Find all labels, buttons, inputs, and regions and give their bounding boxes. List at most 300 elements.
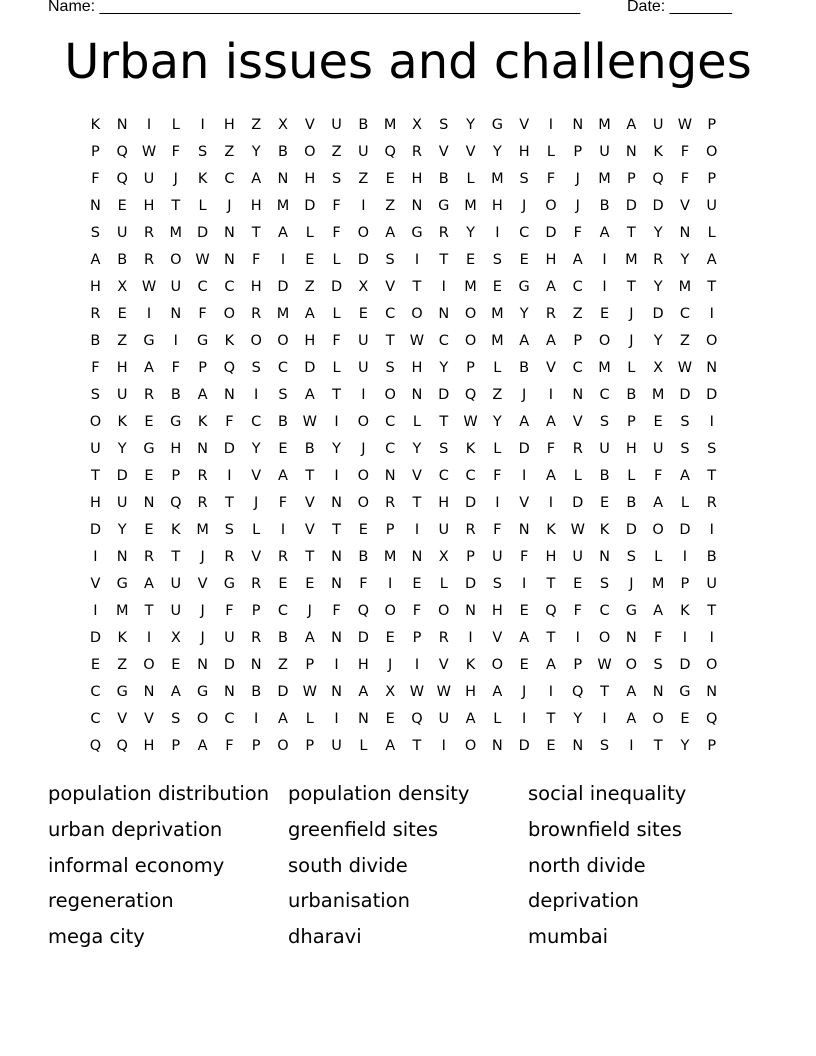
grid-cell: S [331, 171, 342, 187]
grid-cell: A [385, 225, 396, 241]
grid-cell: I [334, 657, 339, 673]
grid-cell: T [305, 549, 315, 565]
grid-cell: F [171, 360, 180, 376]
grid-cell: V [679, 198, 690, 214]
grid-cell: J [227, 198, 232, 214]
grid-cell: N [223, 684, 235, 700]
grid-cell: R [653, 252, 664, 268]
grid-cell: A [197, 738, 208, 754]
grid-cell: O [464, 306, 477, 322]
grid-cell: H [116, 360, 128, 376]
grid-cell: T [332, 387, 341, 403]
grid-cell: Y [653, 333, 663, 349]
grid-cell: U [358, 333, 369, 349]
grid-cell: U [599, 144, 610, 160]
grid-cell: O [598, 333, 611, 349]
grid-cell: R [143, 252, 155, 268]
grid-cell: N [518, 522, 530, 538]
grid-cell: K [117, 630, 127, 646]
grid-cell: D [572, 495, 584, 511]
grid-cell: B [251, 684, 262, 700]
grid-cell: N [465, 603, 476, 619]
grid-cell: W [677, 117, 693, 133]
grid-cell: H [625, 441, 637, 457]
grid-cell: C [519, 225, 530, 241]
grid-cell: D [518, 738, 530, 754]
grid-cell: Z [304, 279, 315, 295]
grid-cell: Q [223, 360, 236, 376]
grid-cell: P [251, 603, 261, 619]
grid-cell: A [144, 360, 154, 376]
grid-cell: S [251, 360, 261, 376]
grid-cell: P [707, 738, 717, 754]
grid-cell: I [522, 711, 527, 727]
grid-cell: E [653, 414, 663, 430]
word-list-item: dharavi [288, 925, 362, 949]
grid-cell: O [438, 603, 450, 619]
grid-cell: R [143, 387, 155, 403]
grid-cell: I [93, 603, 98, 619]
word-list [48, 779, 768, 958]
word-list-item: brownfield sites [528, 817, 682, 841]
grid-cell: O [706, 657, 718, 673]
grid-cell: X [653, 360, 664, 376]
grid-cell: P [305, 738, 315, 754]
grid-cell: J [629, 306, 634, 322]
grid-cell: W [570, 522, 585, 538]
grid-cell: F [680, 171, 690, 187]
grid-cell: G [143, 441, 155, 457]
grid-cell: Q [170, 495, 182, 511]
grid-cell: U [706, 576, 718, 592]
name-field[interactable]: Name: ______________________________________________________ [48, 0, 581, 15]
grid-cell: K [117, 414, 127, 430]
grid-cell: K [197, 414, 208, 430]
grid-cell: E [465, 252, 476, 268]
grid-cell: B [626, 387, 637, 403]
grid-cell: R [251, 630, 262, 646]
grid-cell: N [572, 387, 584, 403]
grid-cell: Y [439, 360, 449, 376]
grid-cell: O [223, 306, 236, 322]
grid-cell: O [706, 333, 718, 349]
word-list-item: urbanisation [288, 889, 410, 913]
grid-cell: B [358, 117, 369, 133]
grid-cell: D [330, 279, 343, 295]
grid-cell: Z [572, 306, 583, 322]
grid-cell: N [625, 630, 637, 646]
grid-cell: U [170, 576, 182, 592]
grid-cell: D [197, 225, 209, 241]
grid-cell: E [305, 576, 315, 592]
grid-cell: Q [357, 603, 370, 619]
grid-cell: H [304, 333, 316, 349]
date-field[interactable]: Date: _______ [627, 0, 732, 15]
grid-cell: F [91, 360, 100, 376]
grid-cell: E [599, 306, 610, 322]
grid-cell: H [89, 495, 101, 511]
grid-cell: R [251, 576, 262, 592]
grid-cell: I [254, 387, 259, 403]
grid-cell: Q [116, 144, 128, 160]
grid-cell: P [305, 657, 315, 673]
grid-cell: Z [278, 657, 288, 673]
grid-cell: P [707, 171, 717, 187]
grid-cell: N [438, 306, 450, 322]
grid-cell: A [653, 603, 664, 619]
grid-cell: I [361, 387, 366, 403]
grid-cell: Z [117, 333, 128, 349]
grid-cell: K [465, 657, 476, 673]
grid-cell: C [438, 468, 449, 484]
grid-cell: S [278, 387, 288, 403]
grid-cell: U [438, 522, 450, 538]
grid-cell: Z [331, 144, 342, 160]
grid-cell: S [197, 144, 208, 160]
grid-cell: L [198, 198, 207, 214]
grid-cell: W [302, 414, 317, 430]
word-list-item: south divide [288, 853, 408, 877]
grid-cell: M [491, 171, 504, 187]
grid-cell: W [141, 144, 157, 160]
grid-cell: P [573, 333, 583, 349]
grid-cell: E [492, 279, 502, 295]
grid-cell: C [224, 711, 235, 727]
grid-cell: J [629, 333, 634, 349]
grid-cell: E [412, 576, 422, 592]
grid-cell: T [412, 279, 422, 295]
grid-cell: D [625, 522, 637, 538]
grid-cell: K [224, 333, 235, 349]
grid-cell: J [307, 603, 312, 619]
grid-cell: S [90, 225, 100, 241]
grid-cell: A [170, 684, 181, 700]
grid-cell: Z [117, 657, 128, 673]
grid-cell: K [171, 522, 181, 538]
grid-cell: U [599, 441, 610, 457]
grid-cell: V [197, 576, 208, 592]
grid-cell: C [251, 414, 262, 430]
grid-cell: S [519, 171, 529, 187]
grid-cell: E [90, 657, 100, 673]
grid-cell: M [276, 198, 290, 214]
grid-cell: Q [652, 171, 664, 187]
grid-cell: N [706, 684, 718, 700]
grid-cell: M [651, 576, 665, 592]
grid-cell: M [491, 306, 504, 322]
grid-cell: Y [680, 738, 690, 754]
grid-cell: R [197, 468, 208, 484]
grid-cell: I [227, 468, 232, 484]
grid-cell: O [277, 333, 289, 349]
grid-cell: J [200, 549, 205, 565]
grid-cell: D [357, 630, 369, 646]
grid-cell: N [331, 495, 342, 511]
grid-cell: A [304, 630, 315, 646]
grid-cell: H [250, 198, 262, 214]
grid-cell: D [679, 522, 691, 538]
grid-cell: N [572, 117, 584, 133]
grid-cell: F [359, 576, 368, 592]
grid-cell: C [438, 333, 449, 349]
grid-cell: F [332, 603, 341, 619]
grid-cell: F [680, 144, 690, 160]
grid-cell: S [90, 387, 100, 403]
grid-cell: T [707, 603, 717, 619]
grid-cell: O [357, 414, 370, 430]
grid-cell: Y [492, 144, 502, 160]
grid-cell: T [224, 495, 234, 511]
grid-cell: T [90, 468, 100, 484]
grid-cell: J [522, 684, 527, 700]
grid-cell: Z [679, 333, 690, 349]
grid-cell: S [492, 252, 502, 268]
grid-cell: C [679, 306, 690, 322]
grid-cell: D [304, 198, 316, 214]
grid-cell: C [465, 468, 476, 484]
grid-cell: C [90, 711, 101, 727]
grid-cell: I [495, 495, 500, 511]
grid-cell: O [464, 333, 477, 349]
grid-cell: S [680, 414, 690, 430]
grid-cell: H [223, 117, 235, 133]
grid-cell: E [144, 414, 154, 430]
grid-cell: X [278, 117, 288, 133]
word-list-item: urban deprivation [48, 817, 223, 841]
grid-cell: A [385, 738, 396, 754]
grid-cell: H [465, 684, 476, 700]
grid-cell: V [519, 495, 530, 511]
grid-cell: D [438, 387, 450, 403]
grid-cell: G [196, 333, 209, 349]
grid-cell: S [385, 252, 395, 268]
grid-cell: O [196, 711, 209, 727]
grid-cell: I [334, 414, 339, 430]
grid-cell: N [411, 549, 423, 565]
grid-cell: F [225, 603, 234, 619]
grid-cell: X [117, 279, 128, 295]
grid-cell: H [438, 495, 450, 511]
grid-cell: F [519, 549, 529, 565]
grid-cell: Y [117, 522, 127, 538]
grid-cell: D [679, 657, 691, 673]
grid-cell: X [385, 684, 396, 700]
grid-cell: S [439, 441, 449, 457]
grid-cell: N [116, 549, 128, 565]
grid-cell: A [278, 225, 288, 241]
grid-cell: T [707, 279, 717, 295]
grid-cell: D [277, 684, 289, 700]
grid-cell: V [304, 117, 315, 133]
grid-cell: X [438, 549, 449, 565]
word-list-item: mega city [48, 925, 145, 949]
grid-cell: P [466, 549, 475, 565]
grid-cell: O [384, 387, 396, 403]
grid-cell: A [545, 279, 556, 295]
grid-cell: E [278, 441, 288, 457]
grid-cell: Y [251, 144, 261, 160]
grid-cell: H [411, 360, 423, 376]
grid-cell: E [385, 630, 395, 646]
grid-cell: N [170, 306, 182, 322]
grid-cell: B [358, 549, 369, 565]
grid-cell: U [170, 603, 182, 619]
grid-cell: J [200, 630, 205, 646]
grid-cell: O [384, 603, 396, 619]
grid-cell: T [546, 711, 556, 727]
grid-cell: H [250, 279, 262, 295]
grid-cell: F [573, 225, 582, 241]
grid-cell: E [385, 171, 395, 187]
grid-cell: Q [411, 711, 423, 727]
grid-cell: V [304, 522, 315, 538]
grid-cell: A [572, 252, 583, 268]
grid-cell: O [625, 657, 638, 673]
grid-cell: D [464, 495, 477, 511]
grid-cell: Z [251, 117, 262, 133]
grid-cell: A [519, 333, 530, 349]
grid-cell: F [278, 495, 288, 511]
grid-cell: V [90, 576, 101, 592]
grid-cell: N [143, 684, 155, 700]
grid-cell: Y [466, 117, 475, 133]
grid-cell: B [117, 252, 128, 268]
grid-cell: Z [224, 144, 235, 160]
grid-cell: R [277, 549, 289, 565]
grid-cell: P [466, 360, 475, 376]
grid-cell: T [600, 684, 609, 700]
grid-cell: F [546, 171, 556, 187]
grid-cell: T [332, 522, 341, 538]
grid-cell: K [465, 441, 476, 457]
grid-cell: B [170, 387, 181, 403]
grid-cell: S [626, 549, 636, 565]
grid-cell: M [383, 117, 397, 133]
grid-cell: S [599, 576, 610, 592]
grid-cell: G [116, 684, 128, 700]
grid-cell: C [572, 279, 583, 295]
grid-cell: L [493, 711, 502, 727]
grid-cell: B [278, 630, 288, 646]
grid-cell: H [143, 738, 155, 754]
word-list-item: greenfield sites [288, 817, 438, 841]
grid-cell: A [706, 252, 717, 268]
grid-cell: U [706, 198, 718, 214]
grid-cell: R [438, 630, 449, 646]
grid-cell: D [625, 198, 637, 214]
grid-cell: O [170, 252, 182, 268]
grid-cell: W [677, 360, 693, 376]
grid-cell: R [465, 522, 476, 538]
grid-cell: N [197, 657, 209, 673]
word-list-item: population density [288, 782, 470, 805]
grid-cell: N [599, 549, 610, 565]
grid-cell: J [388, 657, 393, 673]
grid-cell: P [573, 144, 583, 160]
grid-cell: T [707, 468, 717, 484]
grid-cell: G [223, 576, 235, 592]
grid-cell: B [599, 468, 610, 484]
grid-cell: S [385, 360, 395, 376]
grid-cell: H [170, 441, 182, 457]
grid-cell: Q [572, 684, 584, 700]
grid-cell: A [626, 711, 637, 727]
grid-cell: L [332, 360, 341, 376]
grid-cell: T [626, 279, 636, 295]
grid-cell: C [90, 684, 101, 700]
grid-cell: D [304, 360, 316, 376]
grid-cell: G [116, 576, 128, 592]
grid-cell: U [438, 711, 450, 727]
grid-cell: W [141, 279, 157, 295]
grid-cell: H [304, 171, 316, 187]
grid-cell: O [491, 657, 504, 673]
grid-cell: W [436, 684, 451, 700]
grid-cell: S [707, 441, 717, 457]
grid-cell: V [251, 468, 262, 484]
grid-cell: Y [412, 441, 422, 457]
grid-cell: Q [545, 603, 557, 619]
grid-cell: L [439, 576, 448, 592]
grid-cell: A [358, 684, 369, 700]
grid-cell: F [252, 252, 261, 268]
grid-cell: A [197, 387, 208, 403]
grid-cell: I [414, 252, 420, 268]
grid-cell: V [438, 657, 449, 673]
grid-cell: E [117, 306, 127, 322]
grid-cell: C [599, 603, 610, 619]
grid-cell: D [706, 387, 718, 403]
grid-cell: E [519, 603, 529, 619]
grid-cell: Y [251, 441, 261, 457]
grid-cell: E [278, 576, 288, 592]
grid-cell: T [546, 630, 556, 646]
grid-cell: I [709, 630, 714, 646]
grid-cell: F [332, 225, 341, 241]
letter-grid [82, 114, 725, 762]
grid-cell: I [414, 522, 420, 538]
grid-cell: A [90, 252, 101, 268]
grid-cell: O [464, 738, 477, 754]
grid-cell: N [652, 684, 664, 700]
grid-cell: A [144, 576, 154, 592]
grid-cell: J [575, 171, 580, 187]
grid-cell: S [599, 414, 610, 430]
grid-cell: J [200, 603, 205, 619]
grid-cell: N [331, 576, 342, 592]
grid-cell: M [169, 225, 183, 241]
grid-cell: E [117, 198, 127, 214]
grid-cell: Y [680, 252, 690, 268]
grid-cell: L [359, 738, 368, 754]
grid-cell: I [334, 468, 339, 484]
grid-cell: L [252, 522, 261, 538]
grid-cell: I [709, 414, 714, 430]
grid-cell: N [223, 387, 235, 403]
grid-cell: H [89, 279, 101, 295]
grid-cell: R [706, 495, 717, 511]
grid-cell: C [385, 414, 396, 430]
grid-cell: Y [117, 441, 127, 457]
grid-cell: M [196, 522, 209, 538]
grid-cell: D [223, 657, 235, 673]
grid-cell: I [602, 252, 607, 268]
grid-cell: N [411, 198, 423, 214]
grid-cell: C [277, 360, 289, 376]
grid-cell: J [575, 198, 580, 214]
grid-cell: I [548, 117, 554, 133]
grid-cell: L [680, 495, 689, 511]
